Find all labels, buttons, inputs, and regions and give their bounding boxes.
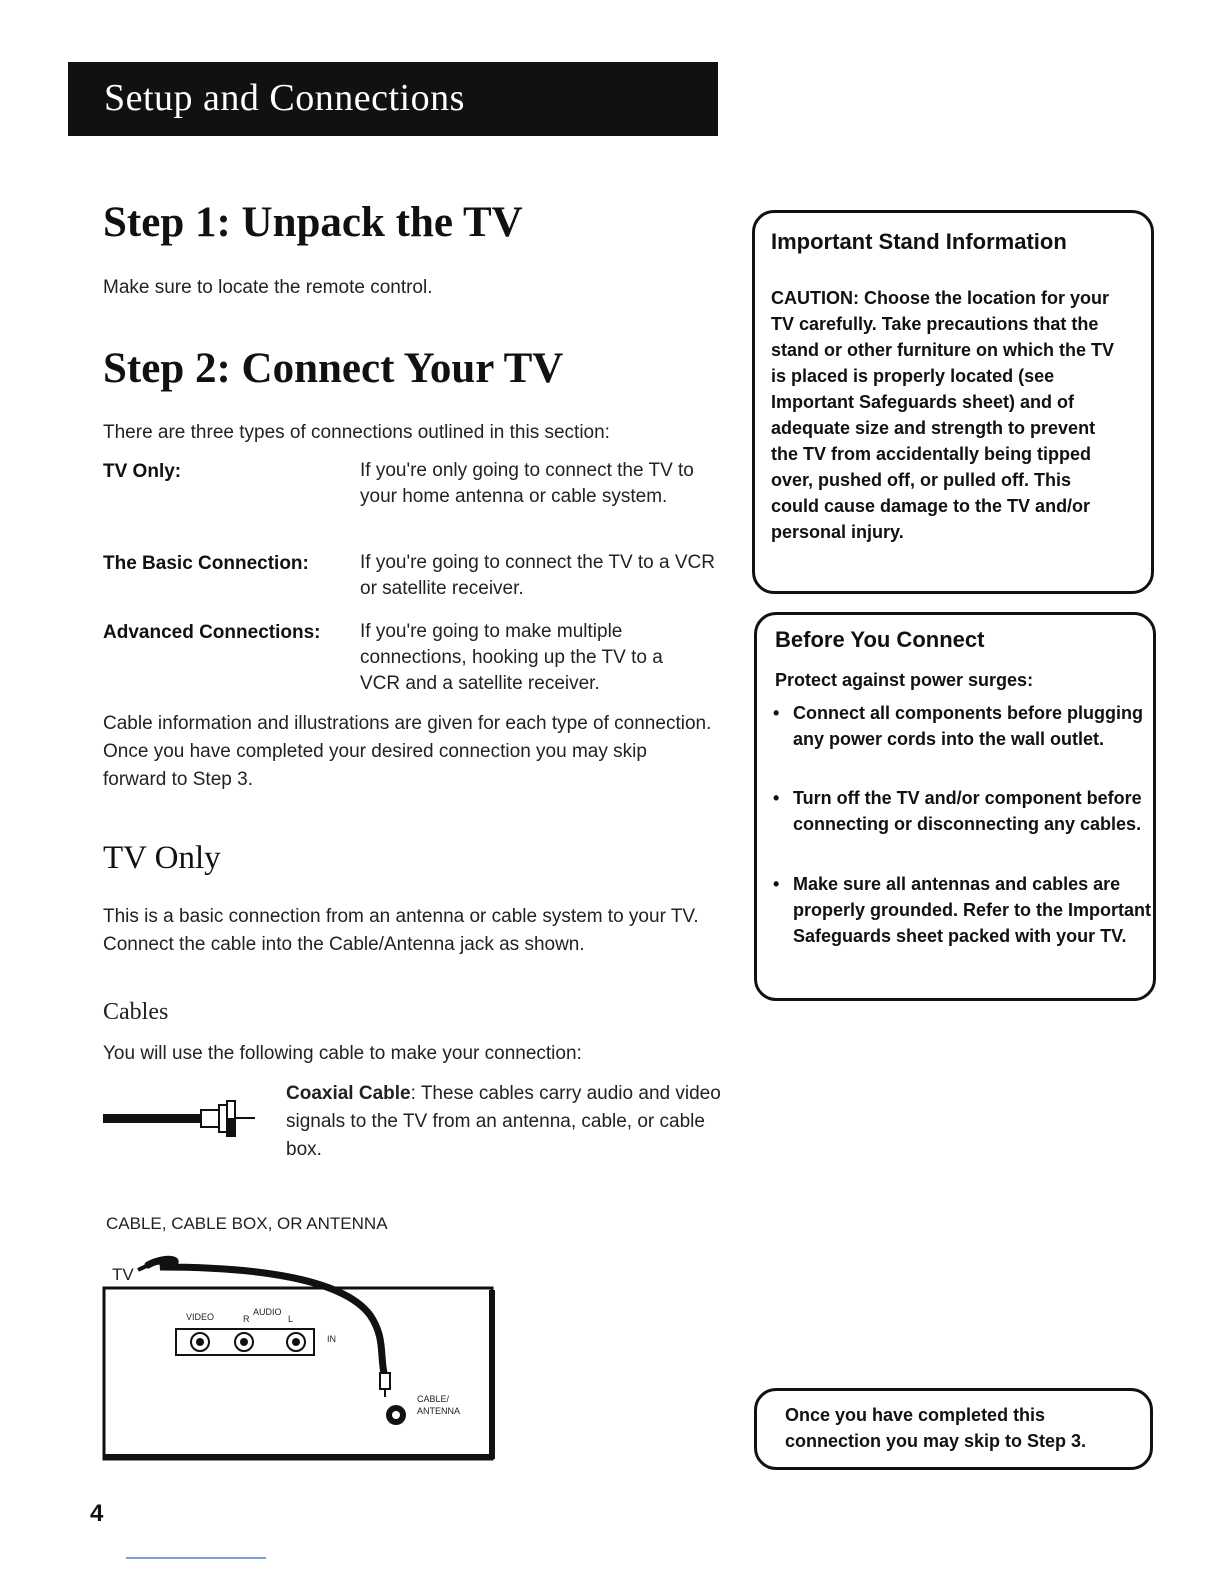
step1-text: Make sure to locate the remote control. (103, 277, 433, 298)
type-desc-tv-only: If you're only going to connect the TV to your home antenna or cable system. (360, 460, 694, 507)
skip-note-text: Once you have completed this connection you may skip to Step 3. (785, 1405, 1087, 1451)
bullet-dot-icon: • (773, 703, 780, 723)
video-jack-label: VIDEO (186, 1312, 215, 1322)
coaxial-cable-desc: : These cables carry audio and video signals to the TV from an antenna, cable, or cable box. (286, 1083, 721, 1160)
skip-note-box (754, 1388, 1153, 1470)
stand-info-box (752, 210, 1154, 594)
bullet-text: Turn off the TV and/or component before connecting or disconnecting any cables. (793, 788, 1142, 834)
before-connect-bullet-3 (773, 871, 1153, 949)
cable-antenna-label-line2: ANTENNA (417, 1406, 461, 1416)
step2-outro: Cable information and illustrations are given for each type of connection. Once you have completed your desired connection you may skip forward to Step 3. (103, 713, 712, 790)
page-number: 4 (90, 1500, 104, 1527)
type-desc-advanced: If you're going to make multiple connections, hooking up the TV to a VCR and a satellite receiver. (360, 621, 663, 694)
step2-heading: Step 2: Connect Your TV (103, 345, 564, 392)
type-term-tv-only: TV Only: (103, 461, 182, 482)
step1-heading: Step 1: Unpack the TV (103, 199, 523, 246)
before-connect-box (754, 612, 1156, 1001)
type-term-advanced: Advanced Connections: (103, 622, 321, 643)
before-connect-bullet-1 (773, 700, 1153, 752)
coaxial-cable-icon (103, 1097, 263, 1141)
diagram-source-label: CABLE, CABLE BOX, OR ANTENNA (106, 1214, 388, 1233)
tv-only-heading: TV Only (103, 840, 221, 876)
cables-intro: You will use the following cable to make your connection: (103, 1043, 582, 1064)
type-desc-basic: If you're going to connect the TV to a VCR or satellite receiver. (360, 552, 715, 599)
stand-info-title: Important Stand Information (771, 229, 1067, 254)
bullet-text: Connect all components before plugging any power cords into the wall outlet. (793, 703, 1144, 749)
audio-r-label: R (243, 1314, 250, 1324)
footer-divider (126, 1557, 266, 1559)
in-label: IN (327, 1334, 336, 1344)
stand-info-text: CAUTION: Choose the location for your TV carefully. Take precautions that the stand or other furniture on which the TV is placed is properly located (see Important Safeguards sheet) and of adequate size and strength to prevent the TV from accidentally being tipped over, pushed off, or pulled off. This could cause damage to the TV and/or personal injury. (771, 288, 1115, 542)
bullet-text: Make sure all antennas and cables are properly grounded. Refer to the Important Safeguards sheet packed with your TV. (793, 874, 1152, 946)
audio-jack-label: AUDIO (253, 1307, 282, 1317)
tv-only-text: This is a basic connection from an antenna or cable system to your TV. Connect the cable into the Cable/Antenna jack as shown. (103, 906, 699, 955)
type-term-basic: The Basic Connection: (103, 553, 309, 574)
before-connect-title: Before You Connect (775, 627, 985, 652)
before-connect-subtitle: Protect against power surges: (775, 670, 1034, 690)
before-connect-bullet-2 (773, 785, 1153, 837)
bullet-dot-icon: • (773, 788, 780, 808)
section-banner (68, 62, 718, 136)
step2-intro: There are three types of connections outlined in this section: (103, 422, 610, 443)
tv-back-panel-diagram (100, 1245, 500, 1465)
diagram-tv-label: TV (112, 1265, 134, 1284)
coaxial-cable-description (286, 1080, 726, 1164)
cable-antenna-label-line1: CABLE/ (417, 1394, 450, 1404)
section-title: Setup and Connections (104, 77, 465, 119)
coaxial-cable-name: Coaxial Cable (286, 1083, 411, 1104)
audio-l-label: L (288, 1314, 294, 1324)
bullet-dot-icon: • (773, 874, 780, 894)
cables-heading: Cables (103, 999, 169, 1025)
